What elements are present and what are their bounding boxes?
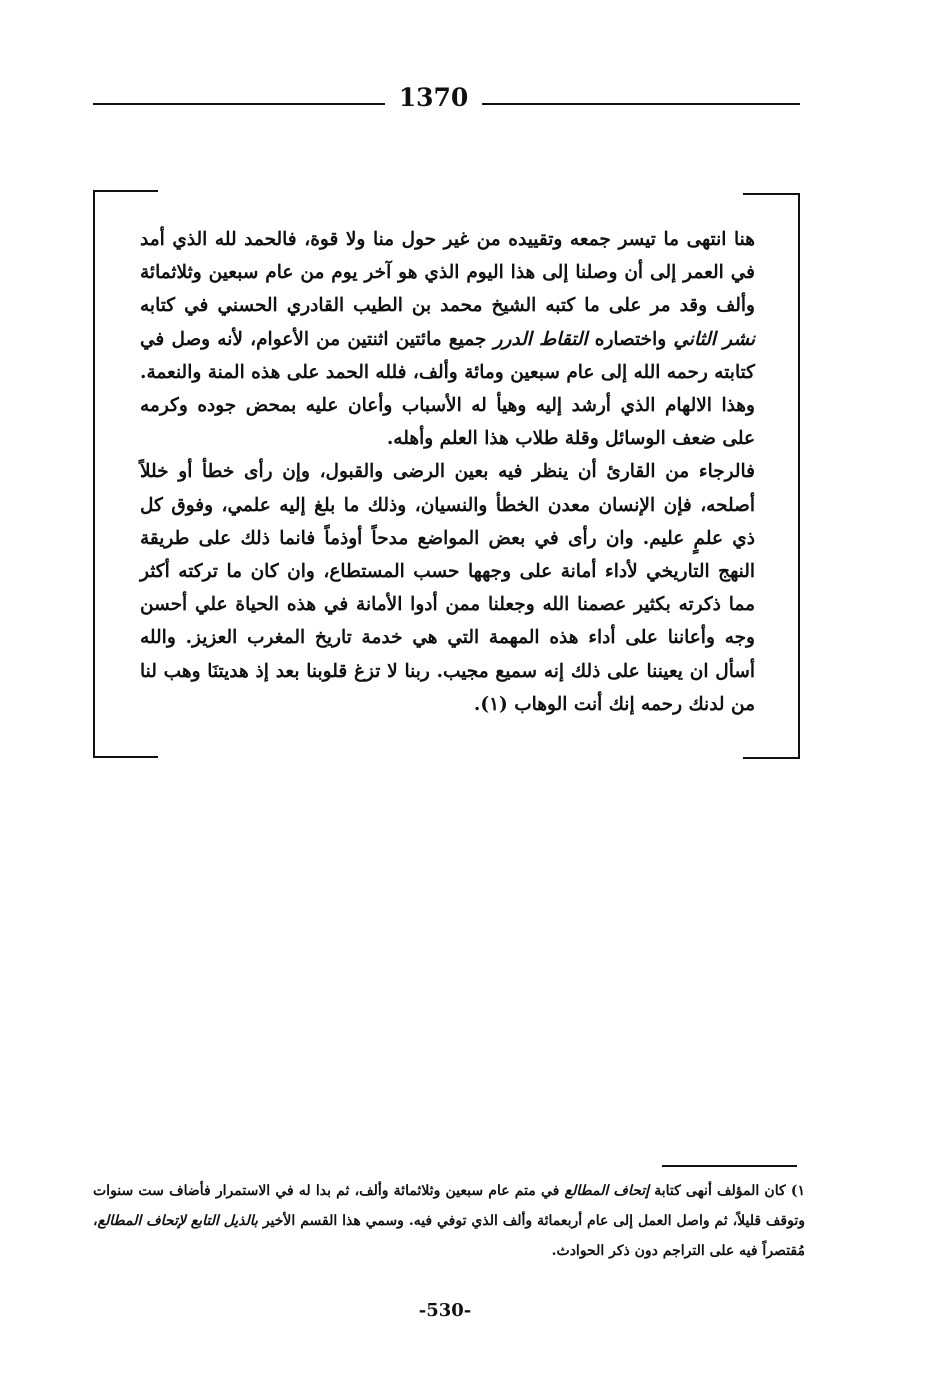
header-rule-left — [93, 103, 385, 105]
footnote: ١) كان المؤلف أنهى كتابة إتحاف المطالع في متم عام سبعين وثلاثمائة وألف، ثم بدا له في الاستمرار فأضاف ست سنوات وتوقف قليلاً، ثم واصل العمل إلى عام أربعمائة وألف الذي توفي فيه. وسمي هذا القسم الأخير بالذيل التابع لإتحاف المطالع، مُقتصراً فيه على التراجم دون ذكر الحوادث. — [93, 1183, 805, 1259]
page-header-number: 1370 — [398, 83, 469, 112]
framed-text — [140, 223, 755, 721]
book-title: بالذيل التابع لإتحاف المطالع — [97, 1213, 258, 1229]
paragraph-2: فالرجاء من القارئ أن ينظر فيه بعين الرضى والقبول، وإن رأى خطأ أو خللاً أصلحه، فإن الإنسان معدن الخطأ والنسيان، وذلك ما بلغ إليه علمي، وفوق كل ذي علمٍ عليم. وان رأى في بعض المواضع مدحاً أوذماً فانما ذلك على طريقة النهج التاريخي لأداء أمانة على وجهها حسب المستطاع، وان كان ما تركته أكثر مما ذكرته بكثير عصمنا الله وجعلنا ممن أدوا الأمانة في هذه الحياة علي أحسن وجه وأعاننا على أداء هذه المهمة التي هي خدمة تاريخ المغرب العزيز. والله أسأل ان يعيننا على ذلك إنه سميع مجيب. ربنا لا تزغ قلوبنا بعد إذ هديتنَا وهب لنا من لدنك رحمه إنك أنت الوهاب (١). — [140, 461, 755, 715]
header-rule-right — [482, 103, 800, 105]
book-title: إتحاف المطالع — [564, 1183, 650, 1199]
page-footer-number: -530- — [418, 1300, 472, 1321]
book-title: التقاط الدرر — [493, 328, 588, 350]
footnote-rule — [662, 1165, 797, 1167]
book-title: نشر الثاني — [673, 328, 755, 350]
paragraph-1: هنا انتهى ما تيسر جمعه وتقييده من غير حول منا ولا قوة، فالحمد لله الذي أمد في العمر إلى أن وصلنا إلى هذا اليوم الذي هو آخر يوم من عام سبعين وثلاثمائة وألف وقد مر على ما كتبه الشيخ محمد بن الطيب القادري الحسني في كتابه نشر الثاني واختصاره التقاط الدرر جميع مائتين اثنتين من الأعوام، لأنه وصل في كتابته رحمه الله إلى عام سبعين ومائة وألف، فلله الحمد على هذه المنة والنعمة. وهذا الالهام الذي أرشد إليه وهيأ له الأسباب وأعان عليه بمحض جوده وكرمه على ضعف الوسائل وقلة طلاب هذا العلم وأهله. — [140, 229, 755, 450]
